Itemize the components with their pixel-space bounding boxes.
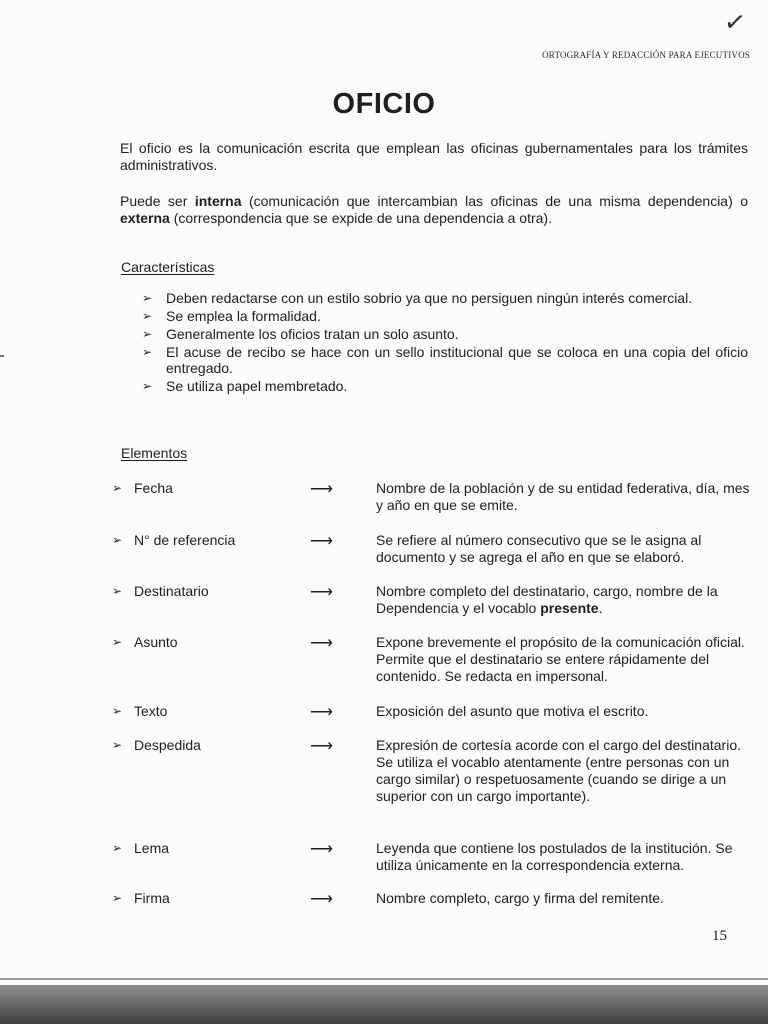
externa-term: externa xyxy=(120,210,170,226)
element-description: Se refiere al número consecutivo que se le asigna al documento y se agrega el año en que se elaboró. xyxy=(376,532,702,565)
running-header: ORTOGRAFÍA Y REDACCIÓN PARA EJECUTIVOS xyxy=(542,50,750,60)
description-text: Nombre completo del destinatario, cargo, nombre de la Dependencia y el vocablo xyxy=(376,583,718,616)
element-description: Nombre completo, cargo y firma del remitente. xyxy=(376,890,664,906)
arrow-bullet-icon: ➢ xyxy=(112,841,123,855)
arrow-bullet-icon: ➢ xyxy=(142,327,153,341)
element-description: Leyenda que contiene los postulados de la institución. Se utiliza únicamente en la correspondencia externa. xyxy=(376,840,733,873)
arrow-bullet-icon: ➢ xyxy=(112,584,123,598)
interna-term: interna xyxy=(194,193,242,209)
list-item-text: El acuse de recibo se hace con un sello institucional que se coloca en una copia del oficio entregado. xyxy=(166,344,748,376)
list-item xyxy=(140,378,748,394)
types-paragraph xyxy=(120,193,748,227)
right-arrow-icon: ⟶ xyxy=(310,841,333,858)
element-description: Expone brevemente el propósito de la comunicación oficial. Permite que el destinatario se entere rápidamente del contenido. Se redacta en impersonal. xyxy=(376,634,745,684)
caracteristicas-heading: Características xyxy=(121,259,215,275)
scan-margin-mark xyxy=(0,355,4,357)
list-item-text: Deben redactarse con un estilo sobrio ya que no persiguen ningún interés comercial. xyxy=(166,290,693,306)
arrow-bullet-icon: ➢ xyxy=(142,379,153,393)
caracteristicas-list xyxy=(140,290,748,396)
element-term: Lema xyxy=(134,840,170,856)
arrow-bullet-icon: ➢ xyxy=(142,291,153,305)
presente-term: presente xyxy=(540,600,599,616)
right-arrow-icon: ⟶ xyxy=(310,891,333,908)
right-arrow-icon: ⟶ xyxy=(310,533,333,550)
element-description: Nombre de la población y de su entidad federativa, día, mes y año en que se emite. xyxy=(376,480,750,513)
arrow-bullet-icon: ➢ xyxy=(142,345,153,359)
interna-description: (comunicación que intercambian las oficinas de una misma dependencia) o xyxy=(241,193,748,209)
right-arrow-icon: ⟶ xyxy=(310,584,333,601)
arrow-bullet-icon: ➢ xyxy=(112,738,123,752)
page-number: 15 xyxy=(712,928,727,944)
page-title: OFICIO xyxy=(332,88,436,120)
right-arrow-icon: ⟶ xyxy=(310,704,333,721)
element-term: Firma xyxy=(134,890,170,906)
scanner-shadow xyxy=(0,985,768,1024)
element-term: Despedida xyxy=(134,737,201,753)
check-mark: ✓ xyxy=(722,6,748,40)
elementos-heading: Elementos xyxy=(121,445,188,461)
types-lead: Puede ser xyxy=(120,193,195,209)
element-term: Texto xyxy=(134,703,168,719)
element-term: Destinatario xyxy=(134,583,209,599)
element-term: N° de referencia xyxy=(134,532,236,548)
list-item xyxy=(140,308,748,324)
right-arrow-icon: ⟶ xyxy=(310,481,333,498)
element-description: Expresión de cortesía acorde con el cargo del destinatario. Se utiliza el vocablo atentamente (entre personas con un cargo similar) o respetuosamente (cuando se dirige a un superior con un cargo importante). xyxy=(376,737,741,804)
right-arrow-icon: ⟶ xyxy=(310,738,333,755)
description-tail: . xyxy=(598,600,603,616)
arrow-bullet-icon: ➢ xyxy=(112,891,123,905)
arrow-bullet-icon: ➢ xyxy=(142,309,153,323)
intro-paragraph: El oficio es la comunicación escrita que emplean las oficinas gubernamentales para los trámites administrativos. xyxy=(120,140,748,173)
list-item-text: Generalmente los oficios tratan un solo asunto. xyxy=(166,326,459,342)
right-arrow-icon: ⟶ xyxy=(310,635,333,652)
arrow-bullet-icon: ➢ xyxy=(112,481,123,495)
arrow-bullet-icon: ➢ xyxy=(112,533,123,547)
element-term: Fecha xyxy=(134,480,173,496)
list-item-text: Se emplea la formalidad. xyxy=(166,308,321,324)
externa-description: (correspondencia que se expide de una dependencia a otra). xyxy=(169,210,552,226)
list-item xyxy=(140,290,748,306)
element-description xyxy=(376,583,752,617)
list-item xyxy=(140,344,748,376)
list-item xyxy=(140,326,748,342)
arrow-bullet-icon: ➢ xyxy=(112,704,123,718)
element-description: Exposición del asunto que motiva el escrito. xyxy=(376,703,649,719)
element-term: Asunto xyxy=(134,634,178,650)
arrow-bullet-icon: ➢ xyxy=(112,635,123,649)
list-item-text: Se utiliza papel membretado. xyxy=(166,378,348,394)
page-edge-line xyxy=(0,978,768,980)
